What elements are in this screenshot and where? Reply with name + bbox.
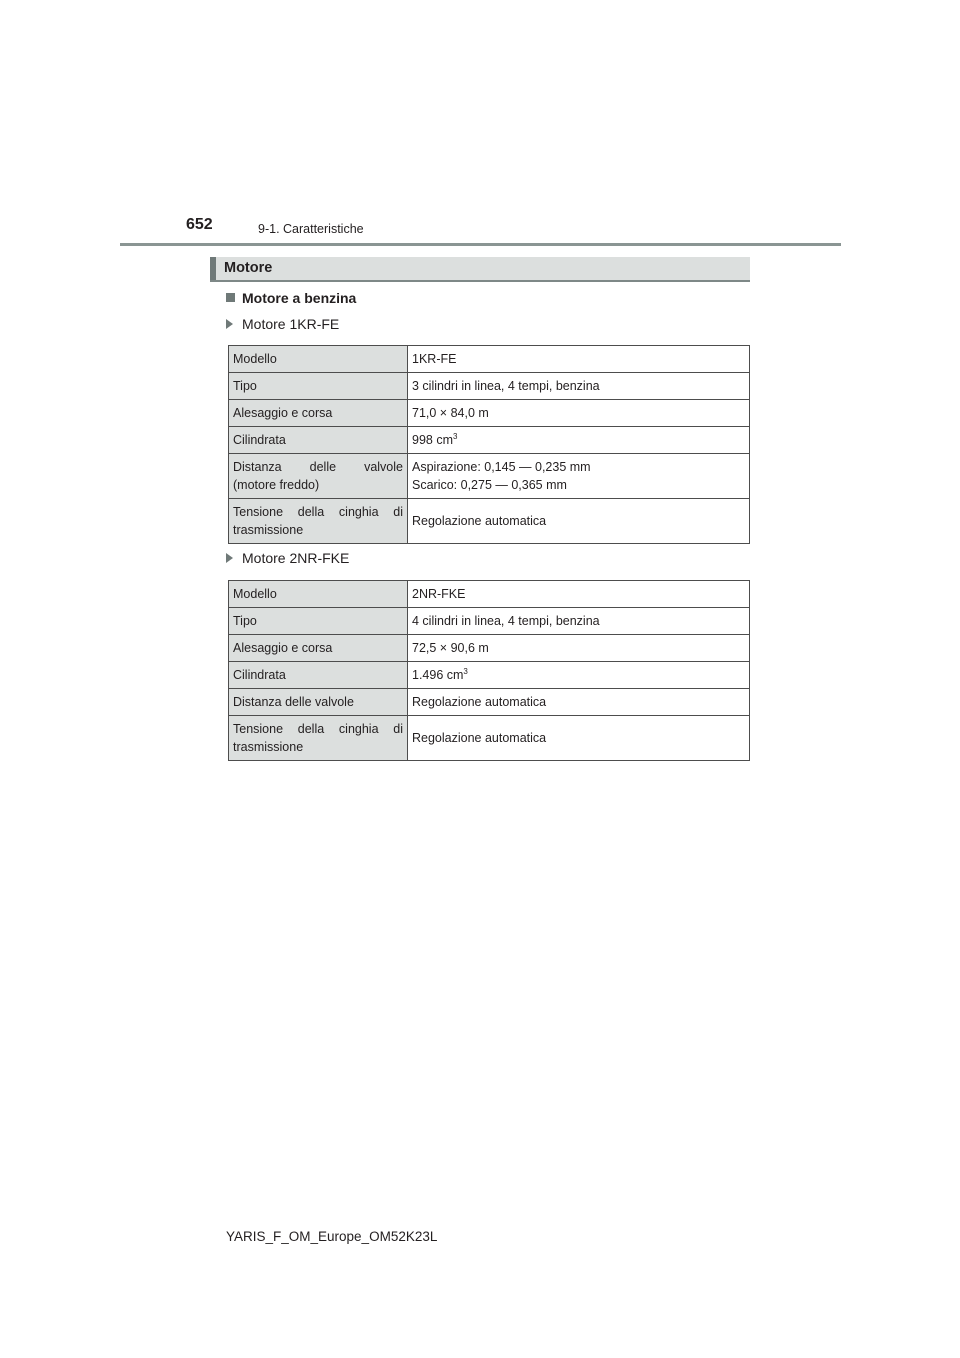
table-row	[229, 716, 750, 761]
row-value: 72,5 × 90,6 m	[408, 635, 750, 662]
label-line: Distanza delle valvole	[233, 460, 403, 474]
row-value: 4 cilindri in linea, 4 tempi, benzina	[408, 608, 750, 635]
row-value	[408, 454, 750, 499]
table-row	[229, 499, 750, 544]
value-superscript: 3	[453, 431, 458, 441]
table-row	[229, 373, 750, 400]
row-label: Cilindrata	[229, 662, 408, 689]
row-label: Modello	[229, 346, 408, 373]
spec-table-2nr	[228, 580, 750, 761]
table-row	[229, 581, 750, 608]
section-title: Motore	[224, 260, 273, 276]
row-value: Regolazione automatica	[408, 689, 750, 716]
value-text: 1.496 cm	[412, 668, 464, 682]
value-text: 998 cm	[412, 433, 453, 447]
section-marker	[210, 257, 216, 280]
label-line: Tensione della cinghia di	[233, 722, 403, 736]
table-row	[229, 689, 750, 716]
page-number: 652	[186, 216, 213, 233]
row-value: 3 cilindri in linea, 4 tempi, benzina	[408, 373, 750, 400]
header-rule	[120, 243, 841, 246]
triangle-bullet-icon	[226, 553, 233, 563]
value-line: Aspirazione: 0,145 — 0,235 mm	[412, 460, 591, 474]
row-value	[408, 427, 750, 454]
row-value: Regolazione automatica	[408, 499, 750, 544]
table-row	[229, 662, 750, 689]
label-line: Tensione della cinghia di	[233, 505, 403, 519]
row-value	[408, 662, 750, 689]
row-label: Alesaggio e corsa	[229, 400, 408, 427]
row-value: 71,0 × 84,0 m	[408, 400, 750, 427]
spec-table-1kr	[228, 345, 750, 544]
value-superscript: 3	[463, 666, 468, 676]
document-code-footer: YARIS_F_OM_Europe_OM52K23L	[226, 1229, 438, 1244]
table-row	[229, 454, 750, 499]
section-heading-bar	[210, 257, 750, 282]
value-line: Scarico: 0,275 — 0,365 mm	[412, 478, 567, 492]
label-line: (motore freddo)	[233, 478, 320, 492]
label-line: trasmissione	[233, 740, 304, 754]
table-row	[229, 427, 750, 454]
row-label	[229, 454, 408, 499]
row-value: 1KR-FE	[408, 346, 750, 373]
table-row	[229, 635, 750, 662]
chapter-title: 9-1. Caratteristiche	[258, 222, 364, 236]
subsection-heading	[226, 290, 356, 306]
table-row	[229, 608, 750, 635]
row-label: Tipo	[229, 373, 408, 400]
row-label: Tipo	[229, 608, 408, 635]
row-value: 2NR-FKE	[408, 581, 750, 608]
engine-heading-1kr	[226, 316, 339, 332]
engine-heading-label: Motore 2NR-FKE	[242, 550, 350, 566]
engine-heading-label: Motore 1KR-FE	[242, 316, 340, 332]
label-line: trasmissione	[233, 523, 304, 537]
row-label: Distanza delle valvole	[229, 689, 408, 716]
row-label: Cilindrata	[229, 427, 408, 454]
row-label	[229, 499, 408, 544]
row-value: Regolazione automatica	[408, 716, 750, 761]
row-label: Alesaggio e corsa	[229, 635, 408, 662]
row-label	[229, 716, 408, 761]
square-bullet-icon	[226, 293, 235, 302]
engine-heading-2nr	[226, 550, 349, 566]
table-row	[229, 400, 750, 427]
subsection-title: Motore a benzina	[242, 290, 357, 306]
triangle-bullet-icon	[226, 319, 233, 329]
table-row	[229, 346, 750, 373]
row-label: Modello	[229, 581, 408, 608]
